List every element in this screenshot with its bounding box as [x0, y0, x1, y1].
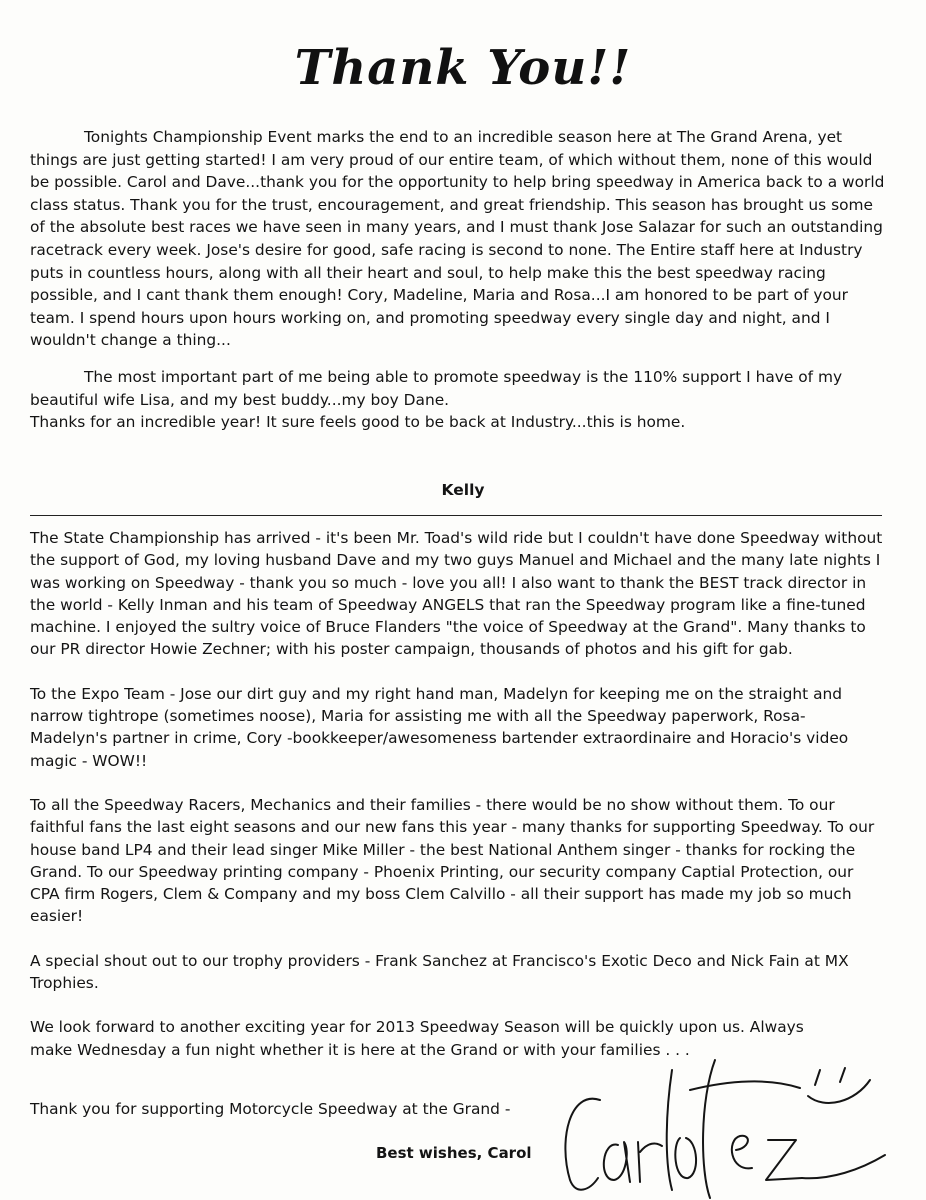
carol-paragraph-2: To the Expo Team - Jose our dirt guy and my right hand man, Madelyn for keeping me on the straight and narrow tightrope (sometimes noose), Maria for assisting me with all the Speedway paperwork, Rosa- Madelyn's partner in crime, Cory -bookkeeper/awesomeness bartender extraordinaire and Horacio's video magic - WOW!!: [30, 684, 849, 770]
kelly-letter: [30, 126, 890, 434]
kelly-signature: Kelly: [441, 481, 485, 499]
kelly-paragraph-2: The most important part of me being able to promote speedway is the 110% support I have of my beautiful wife Lisa, and my best buddy...my boy Dane.: [30, 367, 843, 409]
sign-off: Best wishes, Carol: [376, 1144, 532, 1162]
kelly-paragraph-1: Tonights Championship Event marks the end to an incredible season here at The Grand Arena, yet things are just getting started! I am very proud of our entire team, of which without them, none of this would be possible. Carol and Dave...thank you for the opportunity to help bring speedway in America back to a world class status. Thank you for the trust, encouragement, and great friendship. This season has brought us some of the absolute best races we have seen in many years, and I must thank Jose Salazar for such an outstanding racetrack every week. Jose's desire for good, safe racing is second to none. The Entire staff here at Industry puts in countless hours, along with all their heart and soul, to help make this the best speedway racing possible, and I cant thank them enough! Cory, Madeline, Maria and Rosa...I am honored to be part of your team. I spend hours upon hours working on, and promoting speedway every single day and night, and I wouldn't change a thing...: [30, 128, 885, 350]
section-divider: [30, 515, 882, 516]
page-title: Thank You!!: [294, 40, 632, 96]
carol-paragraph-1: The State Championship has arrived - it's been Mr. Toad's wild ride but I couldn't have done Speedway without the support of God, my loving husband Dave and my two guys Manuel and Michael and the many late nights I was working on Speedway - thank you so much - love you all! I also want to thank the BEST track director in the world - Kelly Inman and his team of Speedway ANGELS that ran the Speedway program like a fine-tuned machine. I enjoyed the sultry voice of Bruce Flanders "the voice of Speedway at the Grand". Many thanks to our PR director Howie Zechner; with his poster campaign, thousands of photos and his gift for gab.: [30, 529, 883, 659]
kelly-paragraph-3: Thanks for an incredible year! It sure feels good to be back at Industry...this is home.: [30, 413, 686, 432]
carol-paragraph-5: We look forward to another exciting year for 2013 Speedway Season will be quickly upon us. Always make Wednesday a fun night whether it is here at the Grand or with your families . . .: [30, 1018, 804, 1059]
carol-paragraph-3: To all the Speedway Racers, Mechanics and their families - there would be no show without them. To our faithful fans the last eight seasons and our new fans this year - many thanks for supporting Speedway. To our house band LP4 and their lead singer Mike Miller - the best National Anthem singer - thanks for rocking the Grand. To our Speedway printing company - Phoenix Printing, our security company Captial Protection, our CPA firm Rogers, Clem & Company and my boss Clem Calvillo - all their support has made my job so much easier!: [30, 795, 875, 926]
carol-paragraph-4: A special shout out to our trophy providers - Frank Sanchez at Francisco's Exotic Deco and Nick Fain at MX Trophies.: [30, 951, 849, 993]
handwritten-signature: [540, 1030, 900, 1200]
carol-letter: [30, 527, 886, 1061]
closing-line: Thank you for supporting Motorcycle Speedway at the Grand -: [30, 1100, 511, 1118]
